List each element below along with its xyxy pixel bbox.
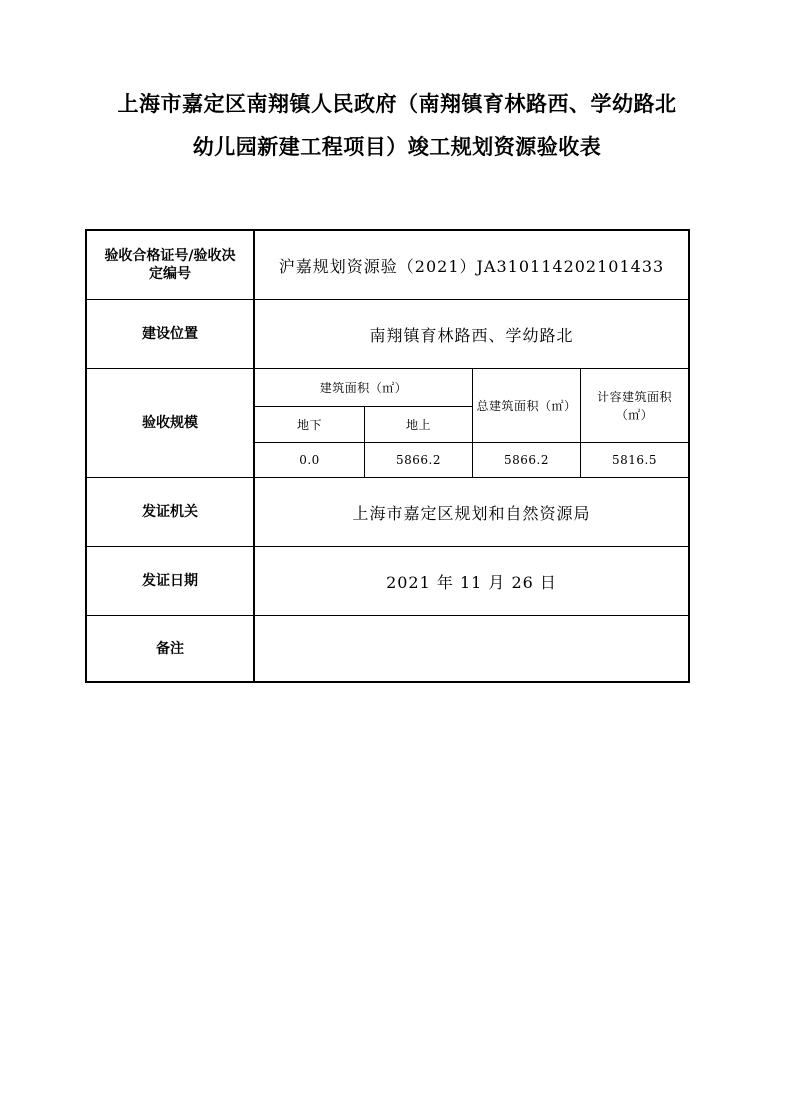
document-title-line-2: 幼儿园新建工程项目）竣工规划资源验收表	[192, 134, 602, 159]
underground-header: 地下	[296, 417, 322, 432]
far-area-value: 5816.5	[612, 453, 657, 467]
certificate-number-label: 验收合格证号/验收决定编号	[104, 248, 236, 282]
issue-date-label: 发证日期	[142, 573, 198, 589]
underground-value: 0.0	[299, 453, 320, 467]
scale-label: 验收规模	[142, 415, 198, 431]
acceptance-table	[85, 229, 690, 683]
total-area-value: 5866.2	[504, 453, 549, 467]
issuer-label: 发证机关	[142, 504, 198, 520]
remarks-value	[255, 616, 688, 681]
issuer-value: 上海市嘉定区规划和自然资源局	[352, 503, 591, 523]
aboveground-value: 5866.2	[396, 453, 441, 467]
far-area-header: 计容建筑面积（㎡）	[596, 389, 672, 422]
location-value: 南翔镇育林路西、学幼路北	[369, 325, 574, 345]
document-title-line-1: 上海市嘉定区南翔镇人民政府（南翔镇育林路西、学幼路北	[117, 91, 677, 116]
location-label: 建设位置	[142, 326, 198, 342]
issue-date-value: 2021 年 11 月 26 日	[386, 572, 557, 592]
building-area-header: 建筑面积（㎡）	[319, 380, 408, 395]
remarks-label: 备注	[156, 640, 184, 657]
aboveground-header: 地上	[405, 417, 431, 432]
certificate-number-value: 沪嘉规划资源验（2021）JA310114202101433	[278, 256, 665, 276]
total-area-header: 总建筑面积（㎡）	[476, 398, 577, 413]
